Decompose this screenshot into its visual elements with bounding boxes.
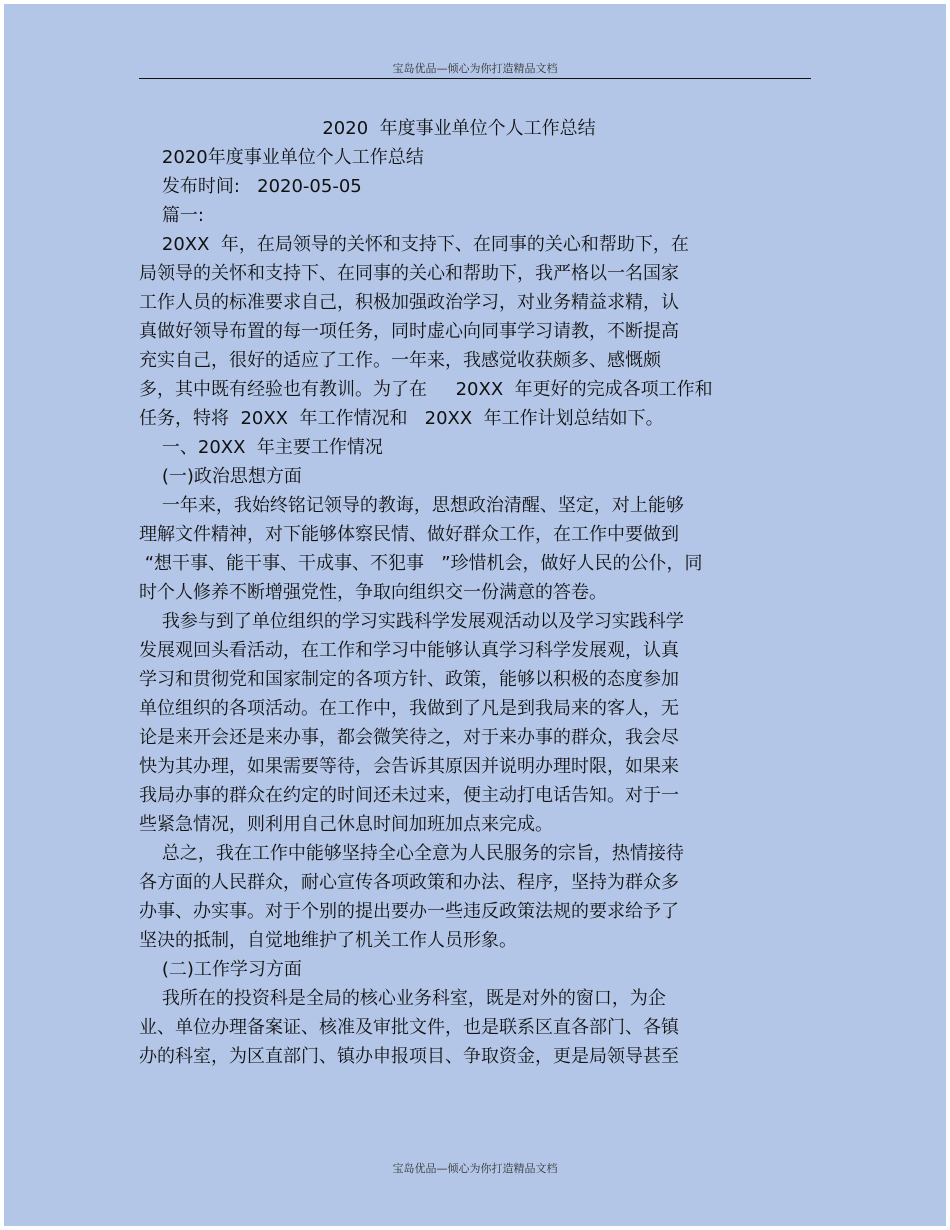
text-line: (一)政治思想方面 [139, 466, 302, 487]
text-line: 总之，我在工作中能够坚持全心全意为人民服务的宗旨，热情接待 [139, 843, 684, 864]
text-line: 论是来开会还是来办事，都会微笑待之，对于来办事的群众，我会尽 [139, 727, 679, 748]
text-line: 发布时间: 2020-05-05 [139, 176, 362, 197]
text-line: 快为其办理，如果需要等待，会告诉其原因并说明办理时限，如果来 [139, 756, 679, 777]
text-line: 我参与到了单位组织的学习实践科学发展观活动以及学习实践科学 [139, 611, 684, 632]
text-line: 一年来，我始终铭记领导的教诲，思想政治清醒、坚定，对上能够 [139, 495, 684, 516]
page-footer: 宝岛优品—倾心为你打造精品文档 [392, 1162, 558, 1175]
text-line: 多，其中既有经验也有教训。为了在 20XX 年更好的完成各项工作和 [139, 379, 713, 400]
document-page [4, 4, 946, 1226]
text-line: 我所在的投资科是全局的核心业务科室，既是对外的窗口，为企 [139, 988, 666, 1009]
text-line: 篇一: [139, 205, 204, 226]
text-line: 工作人员的标准要求自己，积极加强政治学习，对业务精益求精，认 [139, 292, 679, 313]
text-line: 真做好领导布置的每一项任务，同时虚心向同事学习请教，不断提高 [139, 321, 679, 342]
text-line: 我局办事的群众在约定的时间还未过来，便主动打电话告知。对于一 [139, 785, 679, 806]
text-line: 各方面的人民群众，耐心宣传各项政策和办法、程序，坚持为群众多 [139, 872, 679, 893]
text-line: 任务，特将 20XX 年工作情况和 20XX 年工作计划总结如下。 [139, 408, 664, 429]
text-line: 些紧急情况，则利用自己休息时间加班加点来完成。 [139, 814, 553, 835]
document-body [139, 114, 779, 1071]
text-line: 办的科室，为区直部门、镇办申报项目、争取资金，更是局领导甚至 [139, 1046, 679, 1067]
text-line: 20XX 年，在局领导的关怀和支持下、在同事的关心和帮助下，在 [139, 234, 689, 255]
text-line: 发展观回头看活动，在工作和学习中能够认真学习科学发展观，认真 [139, 640, 679, 661]
text-line: 坚决的抵制，自觉地维护了机关工作人员形象。 [139, 930, 517, 951]
text-line: 学习和贯彻党和国家制定的各项方针、政策，能够以积极的态度参加 [139, 669, 679, 690]
text-line: “想干事、能干事、干成事、不犯事 ”珍惜机会，做好人民的公仆，同 [139, 553, 703, 574]
text-line: 时个人修养不断增强党性，争取向组织交一份满意的答卷。 [139, 582, 607, 603]
page-header: 宝岛优品—倾心为你打造精品文档 [392, 62, 558, 75]
text-line: 一、20XX 年主要工作情况 [139, 437, 383, 458]
text-line: 办事、办实事。对于个别的提出要办一些违反政策法规的要求给予了 [139, 901, 679, 922]
text-line: 业、单位办理备案证、核准及审批文件，也是联系区直各部门、各镇 [139, 1017, 679, 1038]
header-divider [139, 78, 811, 79]
text-line: 充实自己，很好的适应了工作。一年来，我感觉收获颇多、感慨颇 [139, 350, 661, 371]
text-line: 2020年度事业单位个人工作总结 [139, 147, 424, 168]
text-line: 单位组织的各项活动。在工作中，我做到了凡是到我局来的客人，无 [139, 698, 679, 719]
text-line: 理解文件精神，对下能够体察民情、做好群众工作，在工作中要做到 [139, 524, 679, 545]
document-title: 2020 年度事业单位个人工作总结 [322, 118, 596, 139]
text-line: 局领导的关怀和支持下、在同事的关心和帮助下，我严格以一名国家 [139, 263, 679, 284]
text-line: (二)工作学习方面 [139, 959, 302, 980]
